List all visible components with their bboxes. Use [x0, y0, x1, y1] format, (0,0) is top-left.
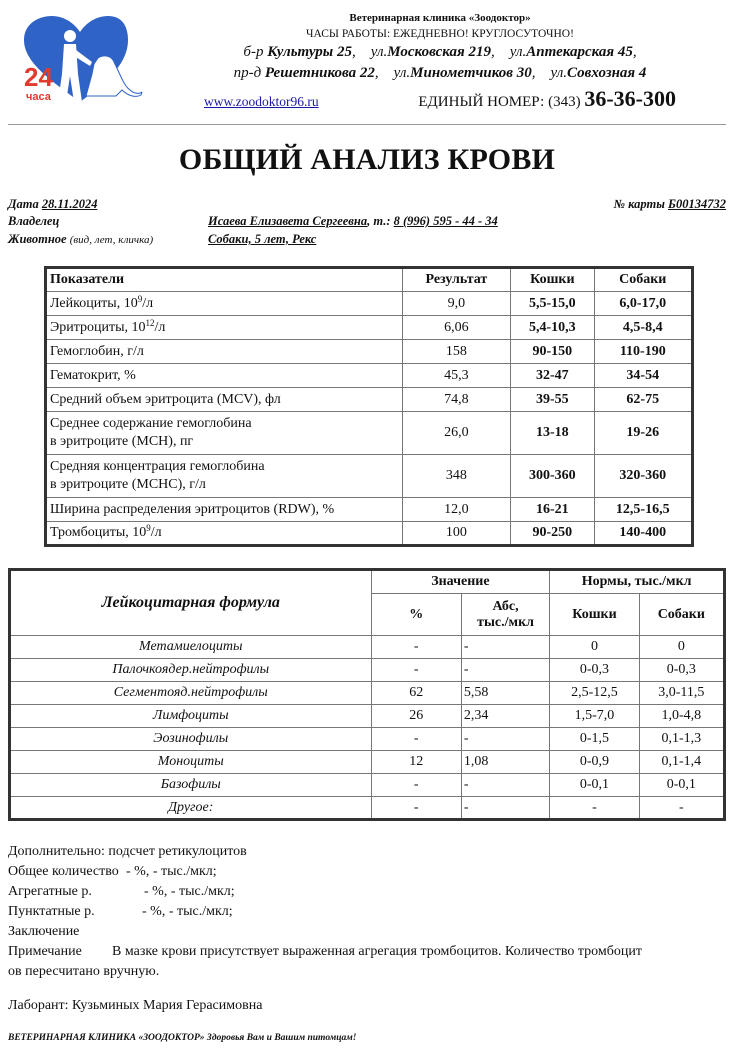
owner-phone: 8 (996) 595 - 44 - 34 [393, 214, 498, 228]
table-row: Лимфоциты 26 2,34 1,5-7,0 1,0-4,8 [10, 705, 725, 728]
header-divider [8, 124, 726, 125]
leukocyte-formula-title: Лейкоцитарная формула [10, 570, 372, 636]
animal-value: Собаки, 5 лет, Рекс [208, 232, 317, 246]
date-row: Дата 28.11.2024 № карты Б00134732 [8, 197, 726, 211]
addresses-line-1: б-р Культуры 25, ул.Московская 219, ул.Аптекарская 45, [243, 44, 637, 60]
table-header-row: Показатели Результат Кошки Собаки [46, 268, 693, 292]
table-row: Лейкоциты, $10^9/л$ 9,0 5,5-15,0 6,0-17,0 [46, 292, 693, 316]
lab-technician: Лаборант: Кузьминых Мария Герасимовна [8, 998, 263, 1013]
animal-row: Животное (вид, лет, кличка) Собаки, 5 лет, Рекс [8, 232, 317, 246]
leukocyte-formula-table: Лейкоцитарная формула Значение Нормы, тыс./мкл % Абс, тыс./мкл Кошки Собаки Метамиелоциты - - 0 0 Палочкоядер.нейтрофилы - - 0-0,3 0-0,3 Сегментояд.нейтрофилы 62 5,58 2,5-12,5 3,0-11,5 Лимфоциты 26 2,34 1,5-7,0 1,0-4,8 Эозинофилы - - 0-1,5 0,1-1,3 Моноциты 12 1,08 0-0,9 0,1-1,4 Базофилы - - 0-0,1 0-0,1 Другое: - - - - [8, 568, 726, 821]
footer-slogan: ВЕТЕРИНАРНАЯ КЛИНИКА «ЗООДОКТОР» Здоровья Вам и Вашим питомцам! [8, 1033, 357, 1043]
table-row: Эритроциты, $10^{12}/л$ 6,06 5,4-10,3 4,5-8,4 [46, 316, 693, 340]
svg-text:часа: часа [26, 91, 51, 103]
card-number: № карты Б00134732 [613, 197, 726, 211]
svg-text:24: 24 [24, 62, 53, 92]
owner-row: Владелец Исаева Елизавета Сергеевна, т.: 8 (996) 595 - 44 - 34 [8, 214, 498, 228]
table-row: Гемоглобин, г/л 158 90-150 110-190 [46, 340, 693, 364]
table-row: Сегментояд.нейтрофилы 62 5,58 2,5-12,5 3,0-11,5 [10, 682, 725, 705]
working-hours: ЧАСЫ РАБОТЫ: ЕЖЕДНЕВНО! КРУГЛОСУТОЧНО! [306, 28, 574, 40]
additional-label: Дополнительно: подсчет ретикулоцитов [8, 844, 247, 859]
table-row: Среднее содержание гемоглобина в эритроците (MCH), пг 26,0 13-18 19-26 [46, 412, 693, 455]
page-title: ОБЩИЙ АНАЛИЗ КРОВИ [178, 143, 556, 176]
table-row: Ширина распределения эритроцитов (RDW), % 12,0 16-21 12,5-16,5 [46, 498, 693, 522]
table-row: Другое: - - - - [10, 797, 725, 820]
clinic-name: Ветеринарная клиника «Зоодоктор» [349, 12, 531, 24]
notes-section [8, 842, 728, 982]
table-row: Средний объем эритроцита (MCV), фл 74,8 39-55 62-75 [46, 388, 693, 412]
remark: Примечание В мазке крови присутствует выраженная агрегация тромбоцитов. Количество тромбоцит [8, 944, 642, 959]
clinic-logo [20, 14, 145, 106]
date-value: 28.11.2024 [41, 197, 98, 211]
heart-logo-icon [20, 14, 145, 106]
table-row: Средняя концентрация гемоглобина в эритроците (MCHC), г/л 348 300-360 320-360 [46, 455, 693, 498]
table-row: Эозинофилы - - 0-1,5 0,1-1,3 [10, 728, 725, 751]
website-link[interactable]: www.zoodoktor96.ru [204, 94, 319, 109]
table-row: Тромбоциты, $10^9/л$ 100 90-250 140-400 [46, 522, 693, 546]
reticulocytes-punctate: Пунктатные р. - %, - тыс./мкл; [8, 904, 233, 919]
remark-continuation: ов пересчитано вручную. [8, 964, 160, 979]
table-row: Гематокрит, % 45,3 32-47 34-54 [46, 364, 693, 388]
clinic-header [0, 0, 734, 125]
reticulocytes-total: Общее количество - %, - тыс./мкл; [8, 864, 217, 879]
table-row: Метамиелоциты - - 0 0 [10, 636, 725, 659]
conclusion-label: Заключение [8, 924, 80, 939]
table-row: Палочкоядер.нейтрофилы - - 0-0,3 0-0,3 [10, 659, 725, 682]
addresses-line-2: пр-д Решетникова 22, ул.Минометчиков 30, ул.Совхозная 4 [233, 65, 647, 81]
phone-number: ЕДИНЫЙ НОМЕР: (343) 36-36-300 [418, 86, 676, 111]
table-row: Моноциты 12 1,08 0-0,9 0,1-1,4 [10, 751, 725, 774]
blood-analysis-table [44, 266, 694, 547]
reticulocytes-aggregate: Агрегатные р. - %, - тыс./мкл; [8, 884, 235, 899]
owner-name: Исаева Елизавета Сергеевна [208, 214, 368, 228]
table-row: Базофилы - - 0-0,1 0-0,1 [10, 774, 725, 797]
